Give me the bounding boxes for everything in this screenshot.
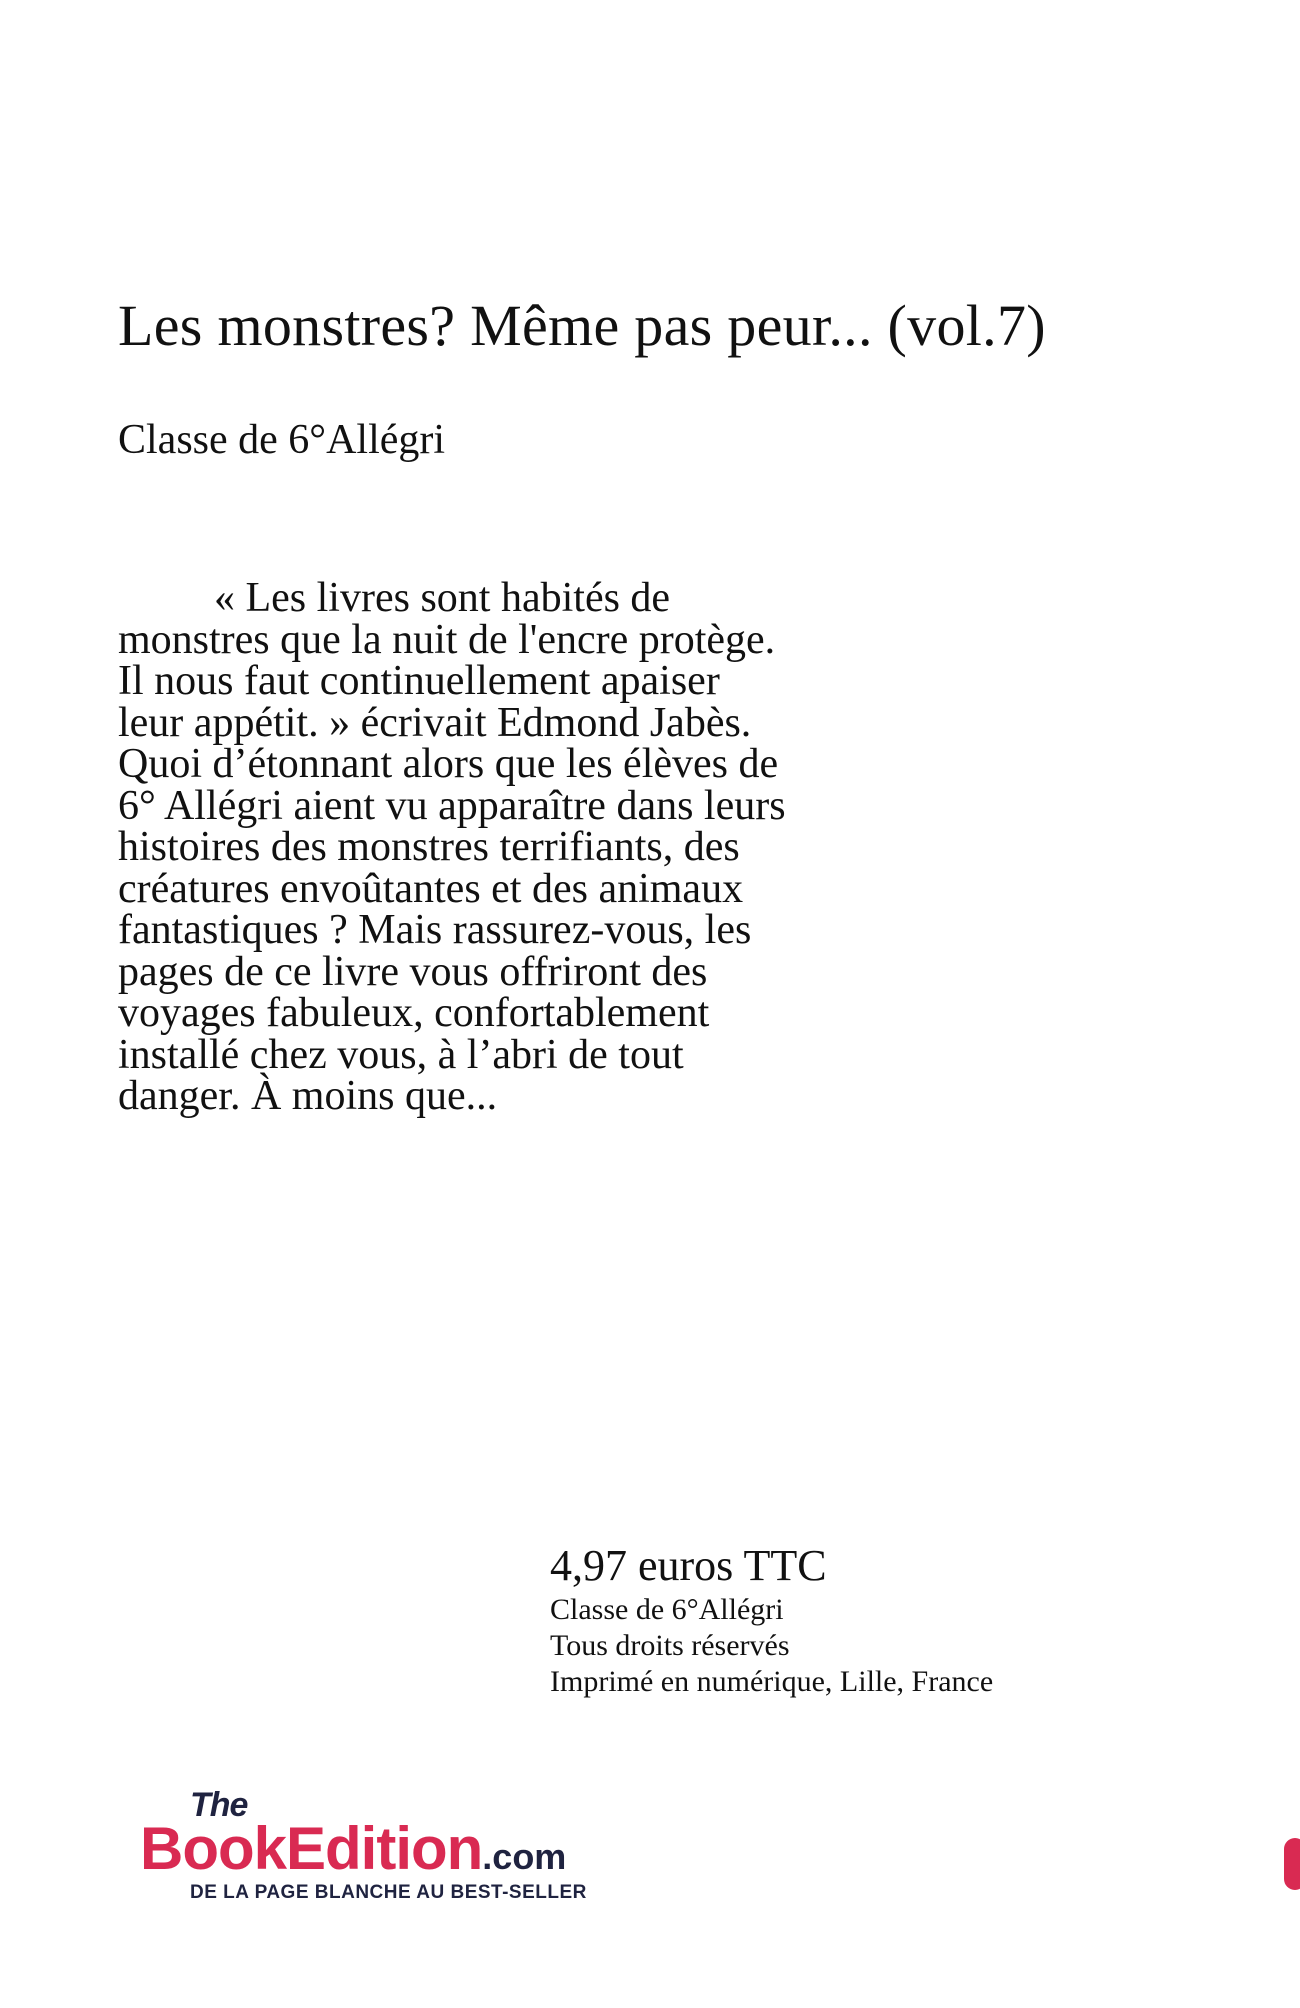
blurb-line: monstres que la nuit de l'encre protège. bbox=[118, 616, 776, 663]
blurb-line: leur appétit. » écrivait Edmond Jabès. bbox=[118, 699, 752, 746]
blurb-line: pages de ce livre vous offriront des bbox=[118, 948, 708, 995]
imprint-printed: Imprimé en numérique, Lille, France bbox=[550, 1665, 994, 1698]
logo-name: BookEdition bbox=[140, 1815, 483, 1882]
blurb-line: voyages fabuleux, confortablement bbox=[118, 990, 710, 1036]
logo-domain: .com bbox=[482, 1836, 567, 1877]
blurb-line: « Les livres sont habités de bbox=[214, 575, 671, 621]
book-title: Les monstres? Même pas peur... (vol.7) bbox=[118, 293, 1046, 358]
price-label: 4,97 euros TTC bbox=[550, 1541, 827, 1590]
imprint-author: Classe de 6°Allégri bbox=[550, 1593, 784, 1626]
logo-tagline: DE LA PAGE BLANCHE AU BEST-SELLER bbox=[190, 1882, 587, 1903]
book-author: Classe de 6°Allégri bbox=[118, 417, 446, 463]
blurb-line: Il nous faut continuellement apaiser bbox=[118, 658, 720, 704]
blurb-line: installé chez vous, à l’abri de tout bbox=[118, 1031, 684, 1078]
blurb-line: danger. À moins que... bbox=[118, 1073, 498, 1119]
imprint-rights: Tous droits réservés bbox=[550, 1629, 790, 1662]
blurb-line: créatures envoûtantes et des animaux bbox=[118, 865, 744, 912]
publisher-logo bbox=[140, 1786, 700, 1903]
logo-the-text: The bbox=[190, 1786, 248, 1824]
blurb-line: 6° Allégri aient vu apparaître dans leurs bbox=[118, 782, 786, 829]
imprint-block bbox=[550, 1540, 993, 1700]
edge-decoration bbox=[1284, 1838, 1300, 1890]
blurb-line: Quoi d’étonnant alors que les élèves de bbox=[118, 741, 779, 787]
logo-wordmark bbox=[140, 1814, 566, 1883]
blurb-line: fantastiques ? Mais rassurez-vous, les bbox=[118, 907, 752, 953]
blurb-line: histoires des monstres terrifiants, des bbox=[118, 824, 740, 870]
back-cover-blurb bbox=[118, 575, 978, 1119]
